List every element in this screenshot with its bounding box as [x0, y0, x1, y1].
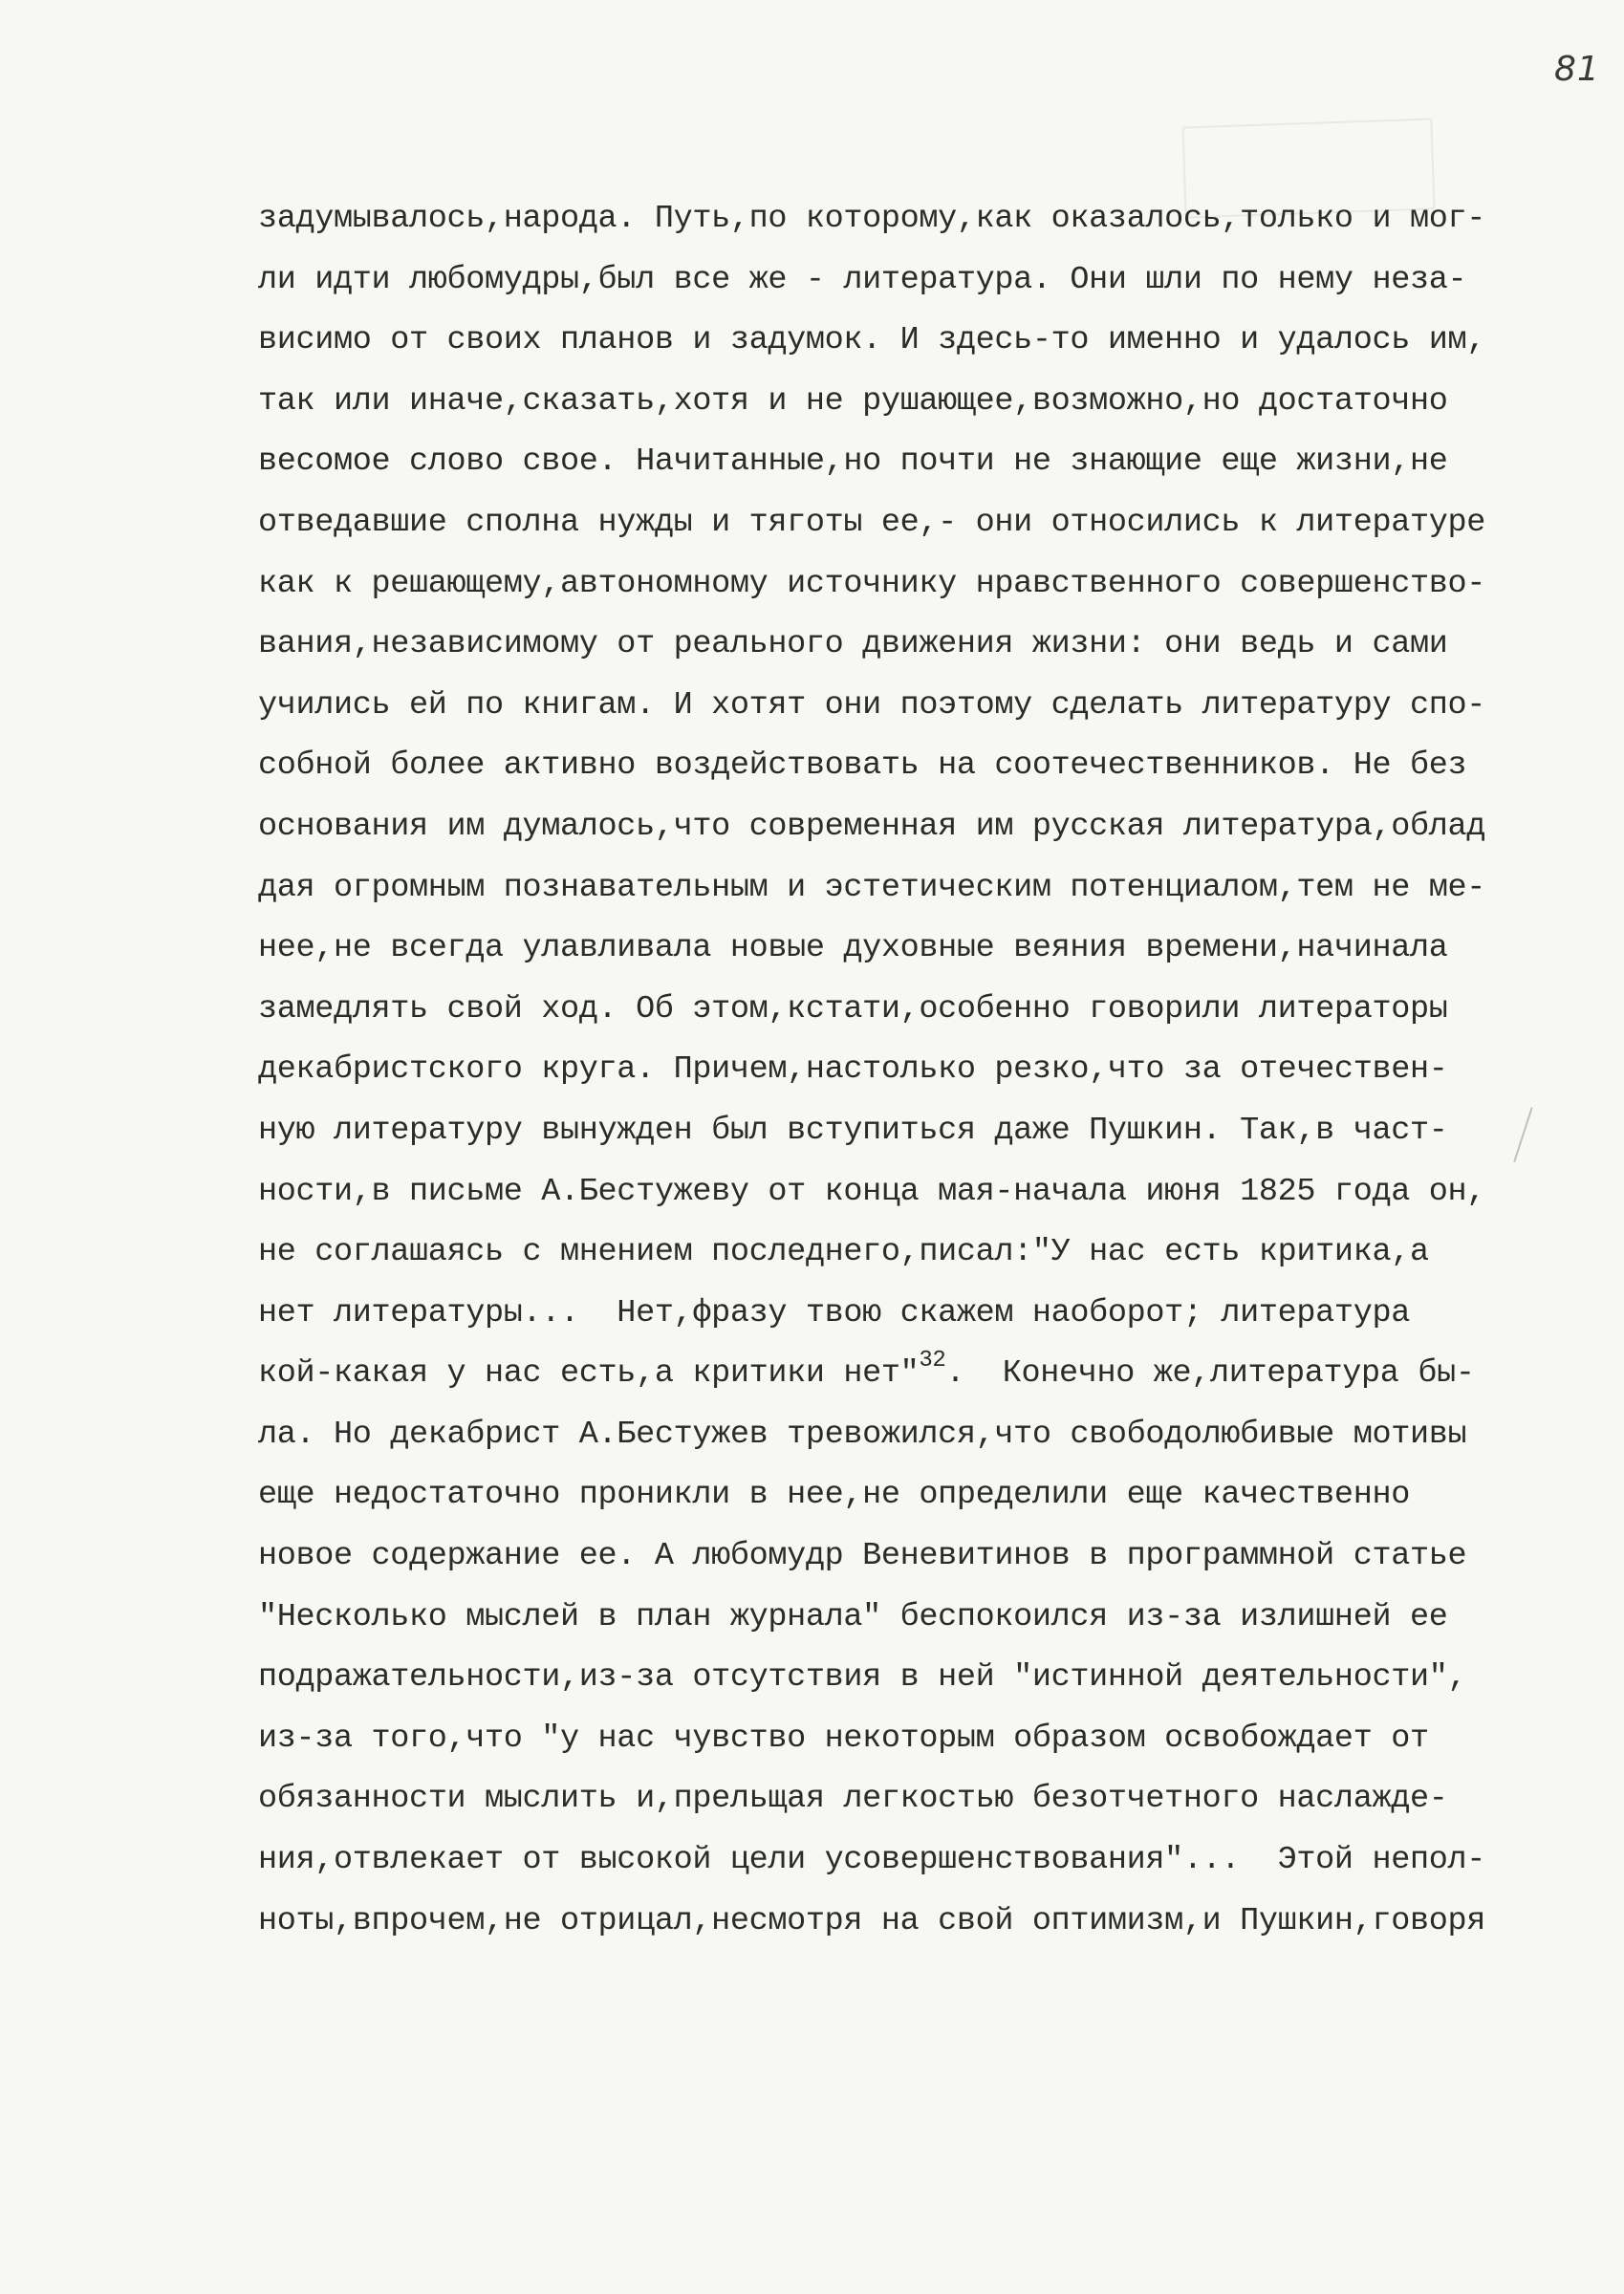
text-line: учились ей по книгам. И хотят они поэтому сделать литературу спо- [258, 686, 1485, 724]
text-line: подражательности,из-за отсутствия в ней "истинной деятельности", [258, 1659, 1467, 1697]
text-line: обязанности мыслить и,прельщая легкостью безотчетного наслажде- [258, 1781, 1448, 1818]
text-line: ности,в письме А.Бестужеву от конца мая-начала июня 1825 года он, [258, 1173, 1485, 1210]
text-line: ла. Но декабрист А.Бестужев тревожился,что свободолюбивые мотивы [258, 1416, 1467, 1453]
footnote-reference: 32 [919, 1348, 946, 1374]
text-line: так или иначе,сказать,хотя и не рушающее,возможно,но достаточно [258, 382, 1448, 420]
text-line: "Несколько мыслей в план журнала" беспокоился из-за излишней ее [258, 1598, 1448, 1635]
text-line: весомое слово свое. Начитанные,но почти не знающие еще жизни,не [258, 444, 1448, 481]
text-line: дая огромным познавательным и эстетическим потенциалом,тем не ме- [258, 869, 1485, 906]
text-line-with-footnote [258, 1344, 1577, 1405]
text-line: из-за того,что "у нас чувство некоторым образом освобождает от [258, 1720, 1429, 1757]
text-line: основания им думалось,что современная им русская литература,облад [258, 808, 1485, 845]
text-line: ноты,впрочем,не отрицал,несмотря на свой оптимизм,и Пушкин,говоря [258, 1902, 1485, 1939]
page-number: 81 [1554, 50, 1600, 89]
quote-end-text: кой-какая у нас есть,а критики нет" [258, 1355, 920, 1393]
text-line: ную литературу вынужден был вступиться даже Пушкин. Так,в част- [258, 1112, 1448, 1149]
body-text [258, 189, 1577, 1952]
text-line: нее,не всегда улавливала новые духовные веяния времени,начинала [258, 930, 1448, 967]
text-line: новое содержание ее. А любомудр Веневитинов в программной статье [258, 1538, 1467, 1575]
text-line: как к решающему,автономному источнику нравственного совершенство- [258, 565, 1485, 602]
text-line: не соглашаясь с мнением последнего,писал:"У нас есть критика,а [258, 1234, 1429, 1271]
text-line: нет литературы... Нет,фразу твою скажем наоборот; литература [258, 1294, 1410, 1331]
text-line: ния,отвлекает от высокой цели усовершенствования"... Этой непол- [258, 1842, 1485, 1879]
line-tail-text: . Конечно же,литература бы- [945, 1355, 1475, 1393]
text-line: замедлять свой ход. Об этом,кстати,особенно говорили литераторы [258, 990, 1448, 1028]
text-line: отведавшие сполна нужды и тяготы ее,- они относились к литературе [258, 504, 1485, 541]
text-line: ли идти любомудры,был все же - литература. Они шли по нему неза- [258, 261, 1467, 298]
text-line: собной более активно воздействовать на соотечественников. Не без [258, 747, 1467, 785]
text-line: вания,независимому от реального движения жизни: они ведь и сами [258, 626, 1448, 663]
text-line: задумывалось,народа. Путь,по которому,как оказалось,только и мог- [258, 201, 1485, 237]
text-line: декабристского круга. Причем,настолько резко,что за отечествен- [258, 1051, 1448, 1089]
text-line: еще недостаточно проникли в нее,не определили еще качественно [258, 1477, 1410, 1514]
text-line: висимо от своих планов и задумок. И здесь-то именно и удалось им, [258, 322, 1485, 359]
